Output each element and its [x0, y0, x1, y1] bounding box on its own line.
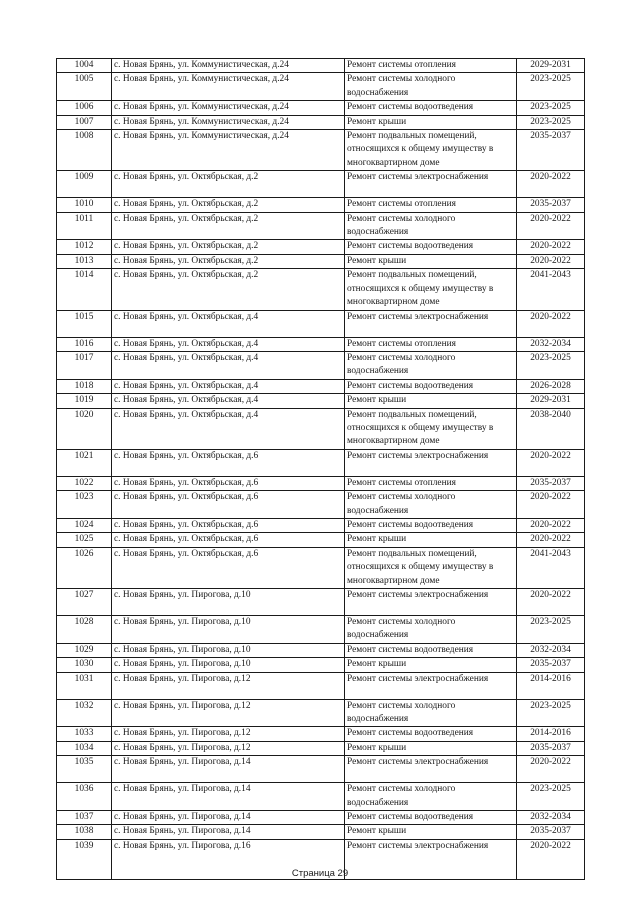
row-number: 1013 [57, 254, 112, 268]
work-type-cell: Ремонт системы отопления [345, 476, 517, 490]
table-row [57, 491, 585, 519]
table-row [57, 476, 585, 490]
work-type-cell: Ремонт системы электроснабжения [345, 589, 517, 616]
work-type-cell: Ремонт крыши [345, 825, 517, 839]
period-cell: 2035-2037 [517, 741, 585, 755]
row-number: 1025 [57, 533, 112, 547]
period-cell: 2023-2025 [517, 115, 585, 129]
table-row [57, 643, 585, 657]
address-cell: с. Новая Брянь, ул. Пирогова, д.12 [112, 741, 345, 755]
period-cell: 2023-2025 [517, 351, 585, 379]
table-row [57, 171, 585, 198]
row-number: 1010 [57, 198, 112, 212]
row-number: 1011 [57, 212, 112, 240]
work-type-cell: Ремонт системы холодного водоснабжения [345, 212, 517, 240]
period-cell: 2023-2025 [517, 101, 585, 115]
table-row [57, 825, 585, 839]
period-cell: 2014-2016 [517, 727, 585, 741]
period-cell: 2041-2043 [517, 269, 585, 310]
table-row [57, 394, 585, 408]
period-cell: 2020-2022 [517, 839, 585, 879]
row-number: 1023 [57, 491, 112, 519]
period-cell: 2026-2028 [517, 379, 585, 393]
table-row [57, 756, 585, 783]
address-cell: с. Новая Брянь, ул. Октябрьская, д.2 [112, 171, 345, 198]
work-type-cell: Ремонт системы холодного водоснабжения [345, 783, 517, 811]
row-number: 1039 [57, 839, 112, 879]
period-cell: 2020-2022 [517, 449, 585, 476]
row-number: 1012 [57, 240, 112, 254]
work-type-cell: Ремонт крыши [345, 741, 517, 755]
period-cell: 2035-2037 [517, 130, 585, 171]
address-cell: с. Новая Брянь, ул. Октябрьская, д.2 [112, 269, 345, 310]
table-row [57, 783, 585, 811]
row-number: 1030 [57, 658, 112, 672]
address-cell: с. Новая Брянь, ул. Октябрьская, д.6 [112, 533, 345, 547]
row-number: 1035 [57, 756, 112, 783]
table-row [57, 212, 585, 240]
period-cell: 2029-2031 [517, 394, 585, 408]
work-type-cell: Ремонт подвальных помещений, относящихся к общему имуществу в многоквартирном доме [345, 408, 517, 449]
document-page [56, 58, 584, 880]
period-cell: 2020-2022 [517, 212, 585, 240]
work-type-cell: Ремонт системы электроснабжения [345, 171, 517, 198]
period-cell: 2029-2031 [517, 59, 585, 73]
period-cell: 2035-2037 [517, 658, 585, 672]
row-number: 1029 [57, 643, 112, 657]
table-row [57, 727, 585, 741]
address-cell: с. Новая Брянь, ул. Октябрьская, д.4 [112, 337, 345, 351]
table-row [57, 269, 585, 310]
page-number: Страница 29 [291, 868, 349, 879]
address-cell: с. Новая Брянь, ул. Коммунистическая, д.24 [112, 101, 345, 115]
period-cell: 2023-2025 [517, 616, 585, 644]
row-number: 1009 [57, 171, 112, 198]
work-type-cell: Ремонт подвальных помещений, относящихся к общему имуществу в многоквартирном доме [345, 547, 517, 588]
row-number: 1036 [57, 783, 112, 811]
row-number: 1016 [57, 337, 112, 351]
table-row [57, 741, 585, 755]
address-cell: с. Новая Брянь, ул. Коммунистическая, д.24 [112, 59, 345, 73]
table-row [57, 310, 585, 337]
row-number: 1026 [57, 547, 112, 588]
row-number: 1021 [57, 449, 112, 476]
table-row [57, 73, 585, 101]
period-cell: 2041-2043 [517, 547, 585, 588]
work-type-cell: Ремонт системы водоотведения [345, 643, 517, 657]
address-cell: с. Новая Брянь, ул. Пирогова, д.10 [112, 658, 345, 672]
period-cell: 2020-2022 [517, 310, 585, 337]
address-cell: с. Новая Брянь, ул. Октябрьская, д.4 [112, 351, 345, 379]
table-row [57, 130, 585, 171]
address-cell: с. Новая Брянь, ул. Пирогова, д.14 [112, 756, 345, 783]
address-cell: с. Новая Брянь, ул. Октябрьская, д.2 [112, 198, 345, 212]
table-row [57, 616, 585, 644]
work-type-cell: Ремонт системы водоотведения [345, 240, 517, 254]
row-number: 1004 [57, 59, 112, 73]
row-number: 1019 [57, 394, 112, 408]
work-type-cell: Ремонт крыши [345, 115, 517, 129]
address-cell: с. Новая Брянь, ул. Пирогова, д.14 [112, 825, 345, 839]
period-cell: 2038-2040 [517, 408, 585, 449]
table-row [57, 658, 585, 672]
address-cell: с. Новая Брянь, ул. Октябрьская, д.2 [112, 254, 345, 268]
period-cell: 2020-2022 [517, 240, 585, 254]
row-number: 1033 [57, 727, 112, 741]
table-row [57, 379, 585, 393]
row-number: 1022 [57, 476, 112, 490]
table-row [57, 408, 585, 449]
table-row [57, 811, 585, 825]
address-cell: с. Новая Брянь, ул. Пирогова, д.12 [112, 727, 345, 741]
work-type-cell: Ремонт крыши [345, 394, 517, 408]
row-number: 1008 [57, 130, 112, 171]
work-type-cell: Ремонт системы водоотведения [345, 727, 517, 741]
work-type-cell: Ремонт крыши [345, 254, 517, 268]
period-cell: 2020-2022 [517, 533, 585, 547]
table-row [57, 699, 585, 727]
address-cell: с. Новая Брянь, ул. Пирогова, д.12 [112, 699, 345, 727]
work-type-cell: Ремонт системы водоотведения [345, 379, 517, 393]
row-number: 1006 [57, 101, 112, 115]
repair-schedule-table [56, 58, 585, 880]
address-cell: с. Новая Брянь, ул. Октябрьская, д.4 [112, 310, 345, 337]
table-row [57, 240, 585, 254]
table-row [57, 547, 585, 588]
row-number: 1027 [57, 589, 112, 616]
work-type-cell: Ремонт системы электроснабжения [345, 672, 517, 699]
address-cell: с. Новая Брянь, ул. Пирогова, д.14 [112, 811, 345, 825]
table-row [57, 449, 585, 476]
address-cell: с. Новая Брянь, ул. Октябрьская, д.6 [112, 476, 345, 490]
table-row [57, 101, 585, 115]
address-cell: с. Новая Брянь, ул. Пирогова, д.10 [112, 589, 345, 616]
row-number: 1007 [57, 115, 112, 129]
table-row [57, 198, 585, 212]
work-type-cell: Ремонт системы водоотведения [345, 101, 517, 115]
period-cell: 2020-2022 [517, 171, 585, 198]
period-cell: 2020-2022 [517, 756, 585, 783]
work-type-cell: Ремонт системы холодного водоснабжения [345, 491, 517, 519]
period-cell: 2020-2022 [517, 518, 585, 532]
table-row [57, 351, 585, 379]
period-cell: 2023-2025 [517, 699, 585, 727]
work-type-cell: Ремонт системы водоотведения [345, 811, 517, 825]
period-cell: 2032-2034 [517, 643, 585, 657]
address-cell: с. Новая Брянь, ул. Коммунистическая, д.24 [112, 73, 345, 101]
work-type-cell: Ремонт системы электроснабжения [345, 756, 517, 783]
row-number: 1020 [57, 408, 112, 449]
work-type-cell: Ремонт системы электроснабжения [345, 310, 517, 337]
table-row [57, 533, 585, 547]
work-type-cell: Ремонт крыши [345, 533, 517, 547]
address-cell: с. Новая Брянь, ул. Коммунистическая, д.24 [112, 130, 345, 171]
table-body [57, 59, 585, 880]
address-cell: с. Новая Брянь, ул. Октябрьская, д.6 [112, 518, 345, 532]
period-cell: 2032-2034 [517, 337, 585, 351]
work-type-cell: Ремонт системы электроснабжения [345, 449, 517, 476]
work-type-cell: Ремонт системы холодного водоснабжения [345, 616, 517, 644]
address-cell: с. Новая Брянь, ул. Октябрьская, д.6 [112, 491, 345, 519]
work-type-cell: Ремонт крыши [345, 658, 517, 672]
period-cell: 2023-2025 [517, 73, 585, 101]
address-cell: с. Новая Брянь, ул. Пирогова, д.10 [112, 643, 345, 657]
table-row [57, 589, 585, 616]
address-cell: с. Новая Брянь, ул. Октябрьская, д.4 [112, 394, 345, 408]
work-type-cell: Ремонт системы отопления [345, 337, 517, 351]
work-type-cell: Ремонт подвальных помещений, относящихся к общему имуществу в многоквартирном доме [345, 269, 517, 310]
work-type-cell: Ремонт системы отопления [345, 198, 517, 212]
row-number: 1031 [57, 672, 112, 699]
period-cell: 2035-2037 [517, 476, 585, 490]
address-cell: с. Новая Брянь, ул. Октябрьская, д.6 [112, 449, 345, 476]
address-cell: с. Новая Брянь, ул. Пирогова, д.12 [112, 672, 345, 699]
row-number: 1005 [57, 73, 112, 101]
work-type-cell: Ремонт системы холодного водоснабжения [345, 351, 517, 379]
work-type-cell: Ремонт подвальных помещений, относящихся к общему имуществу в многоквартирном доме [345, 130, 517, 171]
address-cell: с. Новая Брянь, ул. Октябрьская, д.4 [112, 379, 345, 393]
table-row [57, 254, 585, 268]
period-cell: 2023-2025 [517, 783, 585, 811]
address-cell: с. Новая Брянь, ул. Пирогова, д.14 [112, 783, 345, 811]
period-cell: 2035-2037 [517, 198, 585, 212]
work-type-cell: Ремонт системы электроснабжения [345, 839, 517, 879]
table-row [57, 337, 585, 351]
row-number: 1037 [57, 811, 112, 825]
row-number: 1038 [57, 825, 112, 839]
row-number: 1028 [57, 616, 112, 644]
row-number: 1017 [57, 351, 112, 379]
work-type-cell: Ремонт системы холодного водоснабжения [345, 699, 517, 727]
address-cell: с. Новая Брянь, ул. Коммунистическая, д.24 [112, 115, 345, 129]
address-cell: с. Новая Брянь, ул. Октябрьская, д.4 [112, 408, 345, 449]
address-cell: с. Новая Брянь, ул. Октябрьская, д.2 [112, 212, 345, 240]
work-type-cell: Ремонт системы холодного водоснабжения [345, 73, 517, 101]
row-number: 1024 [57, 518, 112, 532]
row-number: 1032 [57, 699, 112, 727]
address-cell: с. Новая Брянь, ул. Пирогова, д.16 [112, 839, 345, 879]
period-cell: 2020-2022 [517, 491, 585, 519]
period-cell: 2014-2016 [517, 672, 585, 699]
row-number: 1034 [57, 741, 112, 755]
address-cell: с. Новая Брянь, ул. Октябрьская, д.2 [112, 240, 345, 254]
table-row [57, 115, 585, 129]
work-type-cell: Ремонт системы водоотведения [345, 518, 517, 532]
period-cell: 2035-2037 [517, 825, 585, 839]
period-cell: 2032-2034 [517, 811, 585, 825]
row-number: 1015 [57, 310, 112, 337]
row-number: 1014 [57, 269, 112, 310]
period-cell: 2020-2022 [517, 254, 585, 268]
row-number: 1018 [57, 379, 112, 393]
table-row [57, 59, 585, 73]
period-cell: 2020-2022 [517, 589, 585, 616]
table-row [57, 518, 585, 532]
work-type-cell: Ремонт системы отопления [345, 59, 517, 73]
address-cell: с. Новая Брянь, ул. Пирогова, д.10 [112, 616, 345, 644]
address-cell: с. Новая Брянь, ул. Октябрьская, д.6 [112, 547, 345, 588]
table-row [57, 672, 585, 699]
